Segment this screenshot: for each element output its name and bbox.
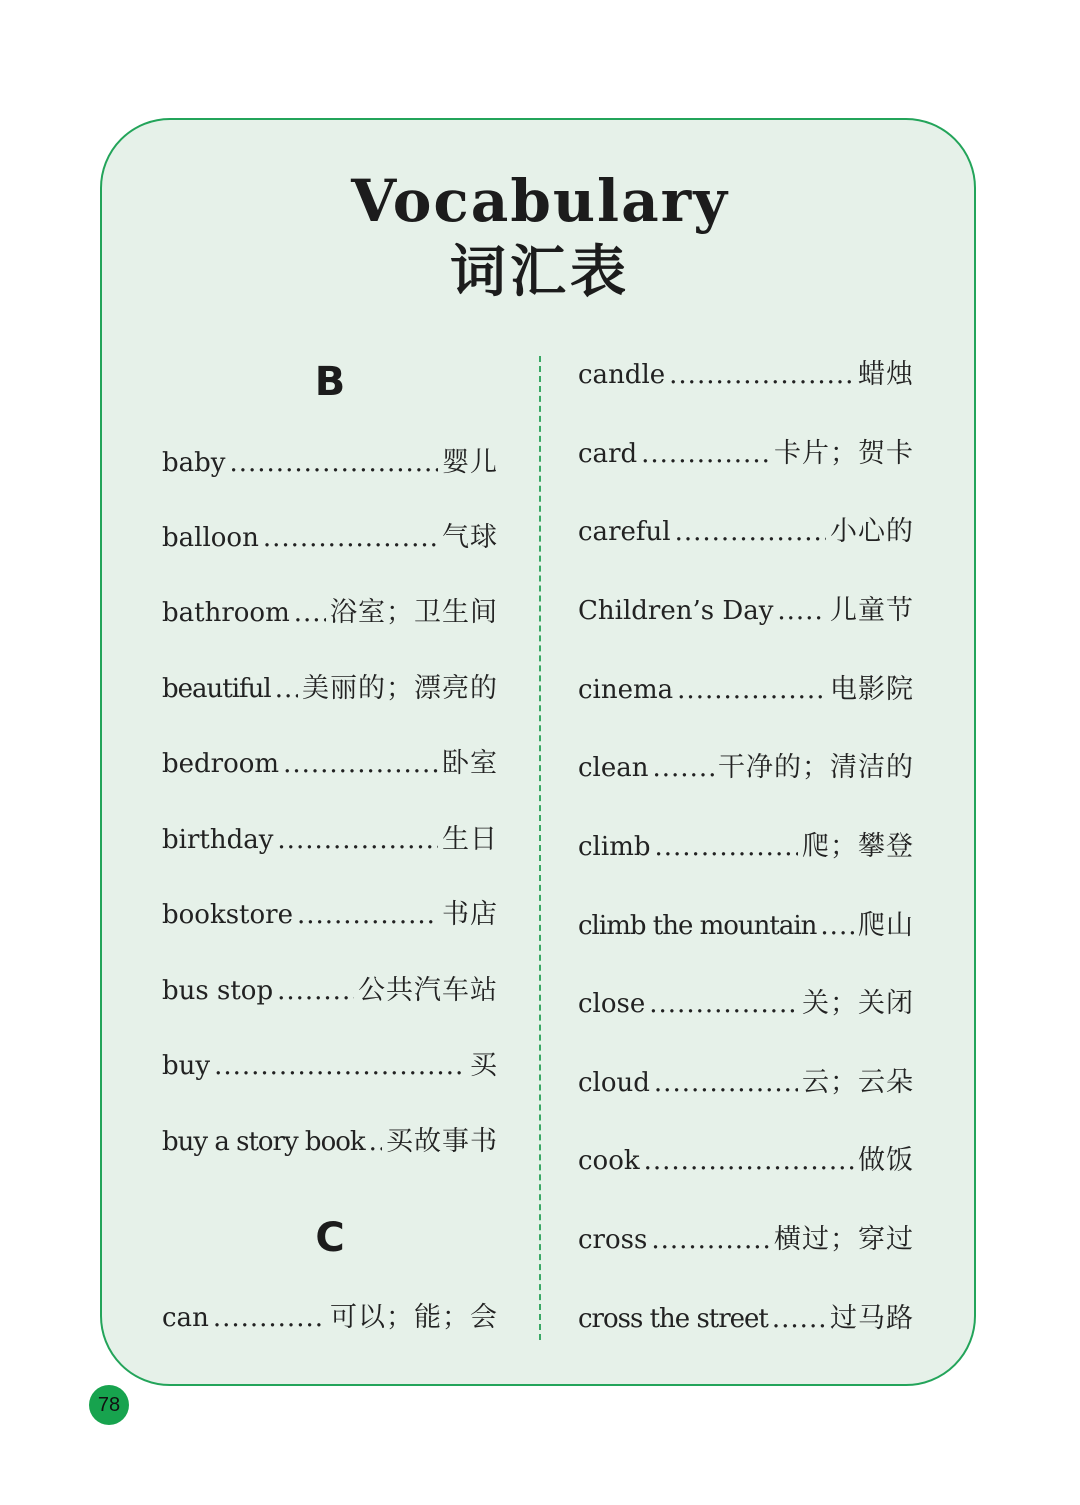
vocab-entry [578,984,914,1024]
vocab-word: beautiful [162,674,271,704]
leader-dots [277,971,354,1011]
vocab-translation: 卧室 [442,748,498,779]
leader-dots [644,1141,854,1181]
column-divider [539,356,541,1340]
vocab-entry [162,744,498,784]
vocab-entry [162,971,498,1011]
leader-dots [649,984,798,1024]
vocab-word: birthday [162,825,274,855]
vocab-word: buy [162,1051,211,1081]
vocab-word: cloud [578,1068,650,1098]
vocab-translation: 横过；穿过 [774,1224,914,1255]
leader-dots [297,895,438,935]
section-heading-b: B [314,359,346,405]
leader-dots [820,906,854,946]
vocab-translation: 干净的；清洁的 [718,752,914,783]
vocab-entry [578,355,914,395]
vocab-entry [578,1220,914,1260]
vocab-entry [162,1122,498,1162]
vocab-translation: 可以；能；会 [330,1302,498,1333]
vocab-translation: 卡片；贺卡 [774,438,914,469]
leader-dots [675,512,826,552]
vocab-entry [578,827,914,867]
vocab-entry [578,1141,914,1181]
vocab-word: card [578,439,638,469]
leader-dots [229,443,438,483]
vocab-word: buy a story book [162,1127,365,1157]
leader-dots [777,591,826,631]
leader-dots [655,827,799,867]
vocab-word: balloon [162,523,259,553]
vocab-word: bedroom [162,749,280,779]
vocab-entry [162,443,498,483]
vocab-entry [578,1063,914,1103]
leader-dots [369,1122,382,1162]
vocab-translation: 过马路 [830,1303,914,1334]
vocab-word: bookstore [162,900,293,930]
leader-dots [263,518,438,558]
vocab-translation: 买故事书 [386,1126,498,1157]
vocab-word: bathroom [162,598,290,628]
vocab-entry [162,895,498,935]
vocab-word: candle [578,360,666,390]
vocab-entry [162,820,498,860]
vocab-word: cross [578,1225,648,1255]
vocab-entry [578,670,914,710]
leader-dots [669,355,854,395]
vocab-translation: 气球 [442,522,498,553]
vocab-entry [578,512,914,552]
vocab-entry [162,1046,498,1086]
page-number-badge: 78 [89,1385,129,1425]
leader-dots [653,748,714,788]
vocab-entry [162,518,498,558]
vocab-translation: 美丽的；漂亮的 [302,673,498,704]
leader-dots [277,820,438,860]
leader-dots [283,744,438,784]
vocab-translation: 买 [470,1050,498,1081]
vocab-entry [578,906,914,946]
vocab-word: clean [578,753,649,783]
leader-dots [677,670,826,710]
vocab-word: climb the mountain [578,911,817,941]
vocab-translation: 蜡烛 [858,359,914,390]
vocab-translation: 生日 [442,824,498,855]
vocab-entry [578,591,914,631]
leader-dots [641,434,770,474]
vocab-translation: 婴儿 [442,447,498,478]
vocab-translation: 电影院 [830,674,914,705]
vocab-translation: 小心的 [830,516,914,547]
vocab-entry [578,748,914,788]
leader-dots [214,1046,466,1086]
vocab-word: cook [578,1146,640,1176]
page-title: Vocabulary [351,167,729,235]
vocab-word: cross the street [578,1304,768,1334]
leader-dots [213,1298,326,1338]
section-heading-c: C [315,1215,345,1261]
leader-dots [275,669,298,709]
vocab-word: Children’s Day [578,596,774,626]
vocab-translation: 关；关闭 [802,988,914,1019]
vocab-entry [578,1299,914,1339]
leader-dots [651,1220,770,1260]
leader-dots [772,1299,826,1339]
vocab-translation: 爬山 [858,910,914,941]
vocab-word: climb [578,832,651,862]
page-subtitle: 词汇表 [450,240,630,305]
vocab-translation: 浴室；卫生间 [330,597,498,628]
vocab-word: close [578,989,646,1019]
leader-dots [294,593,326,633]
vocab-word: baby [162,448,226,478]
vocab-translation: 儿童节 [830,595,914,626]
vocab-translation: 云；云朵 [802,1067,914,1098]
vocab-entry [162,1298,498,1338]
vocab-translation: 书店 [442,899,498,930]
vocab-word: careful [578,517,671,547]
vocab-translation: 公共汽车站 [358,975,498,1006]
vocab-translation: 爬；攀登 [802,831,914,862]
vocab-entry [578,434,914,474]
vocab-entry [162,593,498,633]
vocab-word: can [162,1303,209,1333]
vocab-word: bus stop [162,976,274,1006]
vocab-translation: 做饭 [858,1145,914,1176]
vocab-word: cinema [578,675,674,705]
vocab-entry [162,669,498,709]
leader-dots [654,1063,798,1103]
